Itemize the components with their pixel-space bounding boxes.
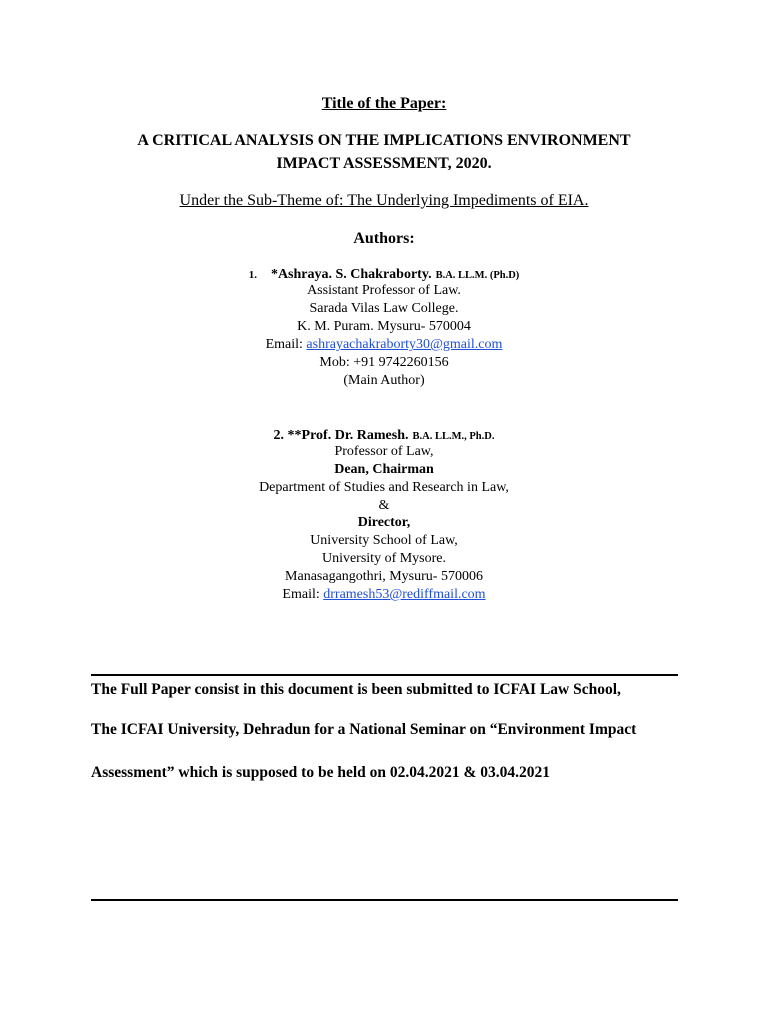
- author2-address: Manasagangothri, Mysuru- 570006: [285, 569, 483, 584]
- author1-number: 1.: [248, 269, 257, 281]
- author2-school: University School of Law,: [310, 533, 458, 548]
- author1-degree: B.A. LL.M. (Ph.D): [435, 270, 520, 281]
- authors-heading: Authors:: [353, 230, 415, 247]
- top-divider: [91, 674, 678, 676]
- author1-name-line: [0, 265, 768, 283]
- author2-name-line: [0, 426, 768, 444]
- author2-email-link[interactable]: drramesh53@rediffmail.com: [323, 587, 486, 602]
- author1-address: K. M. Puram. Mysuru- 570004: [297, 319, 471, 334]
- author2-university: University of Mysore.: [321, 551, 447, 566]
- author1-position: Assistant Professor of Law.: [307, 283, 461, 298]
- author2-role: Dean, Chairman: [334, 462, 434, 477]
- author2-director: Director,: [357, 515, 411, 530]
- author1-email-line: [0, 337, 768, 353]
- author2-email-label: Email:: [282, 587, 320, 602]
- title-heading: Title of the Paper:: [321, 95, 447, 112]
- author2-degree: B.A. LL.M., Ph.D.: [412, 431, 495, 442]
- author1-email-label: Email:: [265, 337, 303, 352]
- paper-title-line-1: A CRITICAL ANALYSIS ON THE IMPLICATIONS ENVIRONMENT: [137, 132, 631, 149]
- submission-line-3: Assessment” which is supposed to be held on 02.04.2021 & 03.04.2021: [91, 764, 551, 781]
- author1-mobile: Mob: +91 9742260156: [319, 355, 449, 370]
- author2-ampersand: &: [378, 498, 390, 513]
- author2-name: 2. **Prof. Dr. Ramesh.: [273, 428, 409, 443]
- author2-department: Department of Studies and Research in Law,: [259, 480, 509, 495]
- author1-name: *Ashraya. S. Chakraborty.: [270, 267, 432, 282]
- author1-note: (Main Author): [343, 373, 425, 388]
- author1-college: Sarada Vilas Law College.: [309, 301, 459, 316]
- author1-email-link[interactable]: ashrayachakraborty30@gmail.com: [306, 337, 503, 352]
- bottom-divider: [91, 899, 678, 901]
- sub-theme: Under the Sub-Theme of: The Underlying Impediments of EIA.: [179, 192, 589, 209]
- paper-title-line-2: IMPACT ASSESSMENT, 2020.: [276, 155, 492, 172]
- author2-email-line: [0, 587, 768, 603]
- author2-position: Professor of Law,: [334, 444, 434, 459]
- submission-line-1: The Full Paper consist in this document is been submitted to ICFAI Law School,: [91, 681, 621, 698]
- submission-line-2: The ICFAI University, Dehradun for a National Seminar on “Environment Impact: [91, 721, 637, 738]
